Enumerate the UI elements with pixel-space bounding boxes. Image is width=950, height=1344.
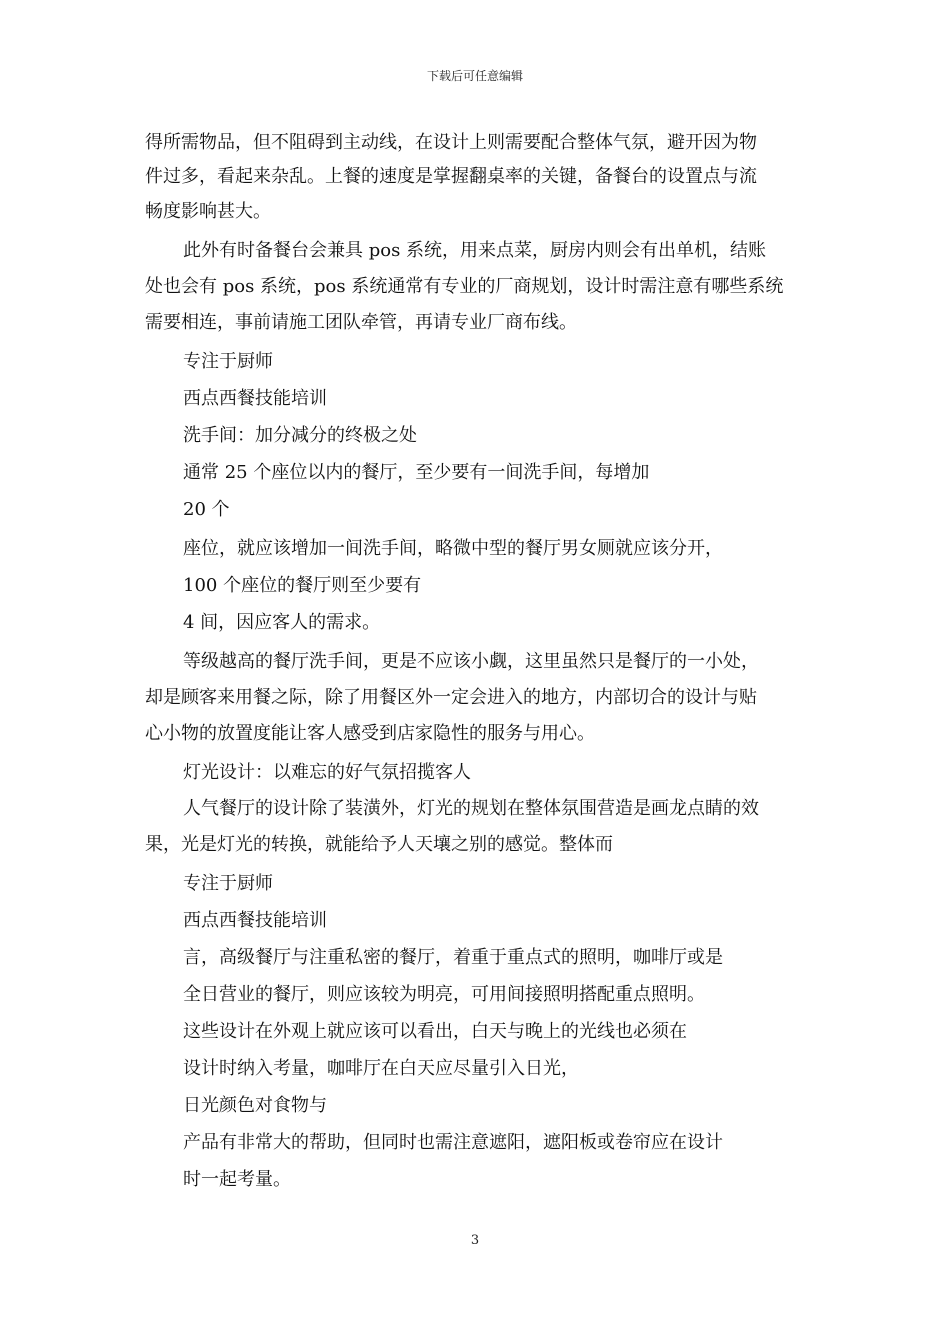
paragraph-line: 人气餐厅的设计除了装潢外，灯光的规划在整体氛围营造是画龙点睛的效 [183, 798, 759, 819]
paragraph-line: 通常 25 个座位以内的餐厅，至少要有一间洗手间，每增加 [183, 462, 650, 483]
page-number: 3 [470, 1233, 480, 1248]
page-header: 下载后可任意编辑 [426, 69, 523, 83]
paragraph-line: 却是顾客来用餐之际，除了用餐区外一定会进入的地方，内部切合的设计与贴 [145, 687, 757, 708]
paragraph-line: 言，高级餐厅与注重私密的餐厅，着重于重点式的照明，咖啡厅或是 [183, 947, 723, 968]
heading-line: 洗手间：加分减分的终极之处 [183, 425, 417, 446]
paragraph-line: 全日营业的餐厅，则应该较为明亮，可用间接照明搭配重点照明。 [183, 984, 705, 1005]
heading-line: 西点西餐技能培训 [183, 910, 327, 931]
paragraph-line: 果，光是灯光的转换，就能给予人天壤之别的感觉。整体而 [145, 834, 613, 855]
paragraph-line: 时一起考量。 [183, 1169, 291, 1190]
heading-line: 专注于厨师 [183, 351, 273, 372]
paragraph-line: 日光颜色对食物与 [183, 1095, 327, 1116]
heading-line: 灯光设计：以难忘的好气氛招揽客人 [183, 762, 471, 783]
paragraph-line: 产品有非常大的帮助，但同时也需注意遮阳，遮阳板或卷帘应在设计 [183, 1132, 723, 1153]
paragraph-line: 件过多，看起来杂乱。上餐的速度是掌握翻桌率的关键，备餐台的设置点与流 [145, 166, 757, 187]
paragraph-line: 此外有时备餐台会兼具 pos 系统，用来点菜，厨房内则会有出单机，结账 [183, 240, 767, 261]
paragraph-line: 心小物的放置度能让客人感受到店家隐性的服务与用心。 [145, 723, 595, 744]
paragraph-line: 需要相连，事前请施工团队牵管，再请专业厂商布线。 [145, 312, 577, 333]
paragraph-line: 处也会有 pos 系统，pos 系统通常有专业的厂商规划，设计时需注意有哪些系统 [145, 276, 784, 297]
heading-line: 西点西餐技能培训 [183, 388, 327, 409]
paragraph-line: 这些设计在外观上就应该可以看出，白天与晚上的光线也必须在 [183, 1021, 687, 1042]
paragraph-line: 畅度影响甚大。 [145, 201, 271, 222]
heading-line: 专注于厨师 [183, 873, 273, 894]
paragraph-line: 4 间，因应客人的需求。 [183, 612, 381, 633]
paragraph-line: 20 个 [183, 499, 230, 520]
paragraph-line: 等级越高的餐厅洗手间，更是不应该小觑，这里虽然只是餐厅的一小处， [183, 651, 759, 672]
paragraph-line: 设计时纳入考量，咖啡厅在白天应尽量引入日光， [183, 1058, 579, 1079]
paragraph-line: 得所需物品，但不阻碍到主动线，在设计上则需要配合整体气氛，避开因为物 [145, 132, 757, 153]
paragraph-line: 座位，就应该增加一间洗手间，略微中型的餐厅男女厕就应该分开， [183, 538, 723, 559]
paragraph-line: 100 个座位的餐厅则至少要有 [183, 575, 422, 596]
